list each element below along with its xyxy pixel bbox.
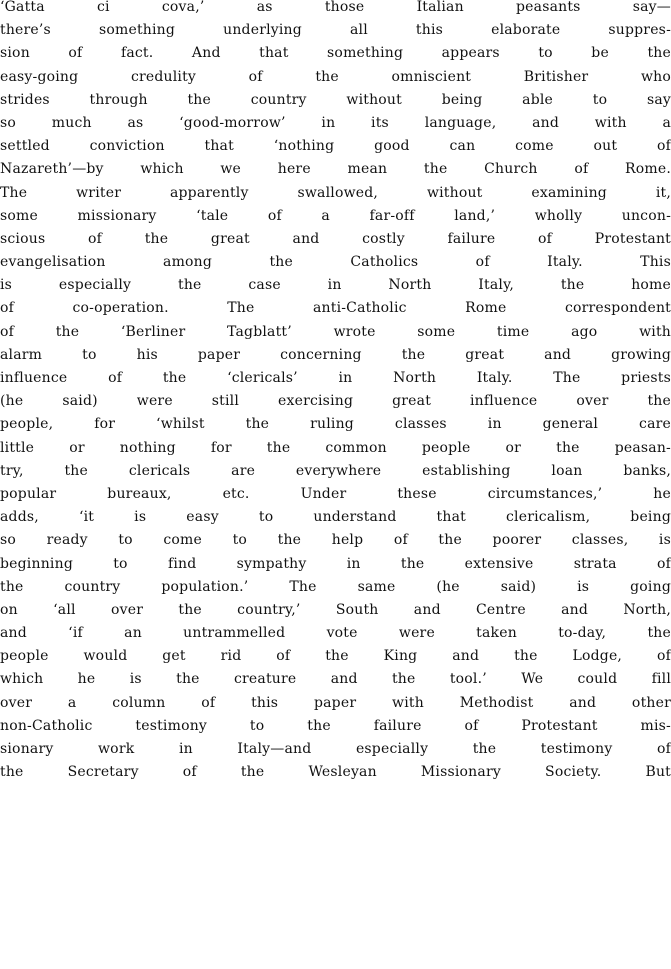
text-line: on ‘all over the country,’ South and Centre and North, [0, 601, 671, 618]
text-line: which he is the creature and the tool.’ We could fill [0, 671, 671, 688]
text-line: The writer apparently swallowed, without examining it, [0, 184, 671, 201]
text-line: (he said) were still exercising great influence over the [0, 393, 671, 410]
text-line: there’s something underlying all this elaborate suppres- [0, 22, 671, 39]
text-line: ‘Gatta ci cova,’ as those Italian peasants say— [0, 0, 671, 15]
text-line: people would get rid of the King and the Lodge, of [0, 648, 671, 665]
text-line: of the ‘Berliner Tagblatt’ wrote some time ago with [0, 323, 671, 340]
text-line: settled conviction that ‘nothing good can come out of [0, 138, 671, 155]
text-line: Nazareth’—by which we here mean the Church of Rome. [0, 161, 671, 178]
text-line: people, for ‘whilst the ruling classes in general care [0, 416, 671, 433]
text-line: the country population.’ The same (he said) is going [0, 578, 671, 595]
text-line: try, the clericals are everywhere establishing loan banks, [0, 462, 671, 479]
text-line: beginning to find sympathy in the extensive strata of [0, 555, 671, 572]
text-line: alarm to his paper concerning the great and growing [0, 346, 671, 363]
text-line: so ready to come to the help of the poorer classes, is [0, 532, 671, 549]
text-line: sion of fact. And that something appears to be the [0, 45, 671, 62]
text-line: adds, ‘it is easy to understand that clericalism, being [0, 509, 671, 526]
text-line: of co-operation. The anti-Catholic Rome correspondent [0, 300, 671, 317]
text-line: popular bureaux, etc. Under these circumstances,’ he [0, 485, 671, 502]
text-line: evangelisation among the Catholics of Italy. This [0, 254, 671, 271]
text-line: influence of the ‘clericals’ in North Italy. The priests [0, 370, 671, 386]
text-line: non-Catholic testimony to the failure of Protestant mis- [0, 717, 671, 734]
text-line: strides through the country without being able to say [0, 91, 671, 108]
text-line: over a column of this paper with Methodist and other [0, 694, 671, 711]
text-line: scious of the great and costly failure of Protestant [0, 230, 671, 247]
text-line: is especially the case in North Italy, the home [0, 277, 671, 294]
text-line: easy-going credulity of the omniscient Britisher who [0, 68, 671, 85]
text-line: sionary work in Italy—and especially the testimony of [0, 741, 671, 757]
text-line: little or nothing for the common people or the peasan- [0, 439, 671, 456]
text-line: so much as ‘good-morrow’ in its language, and with a [0, 114, 671, 131]
text-line: and ‘if an untrammelled vote were taken to-day, the [0, 625, 671, 642]
text-line: the Secretary of the Wesleyan Missionary Society. But [0, 764, 671, 781]
text-line: some missionary ‘tale of a far-off land,’ wholly uncon- [0, 207, 671, 224]
